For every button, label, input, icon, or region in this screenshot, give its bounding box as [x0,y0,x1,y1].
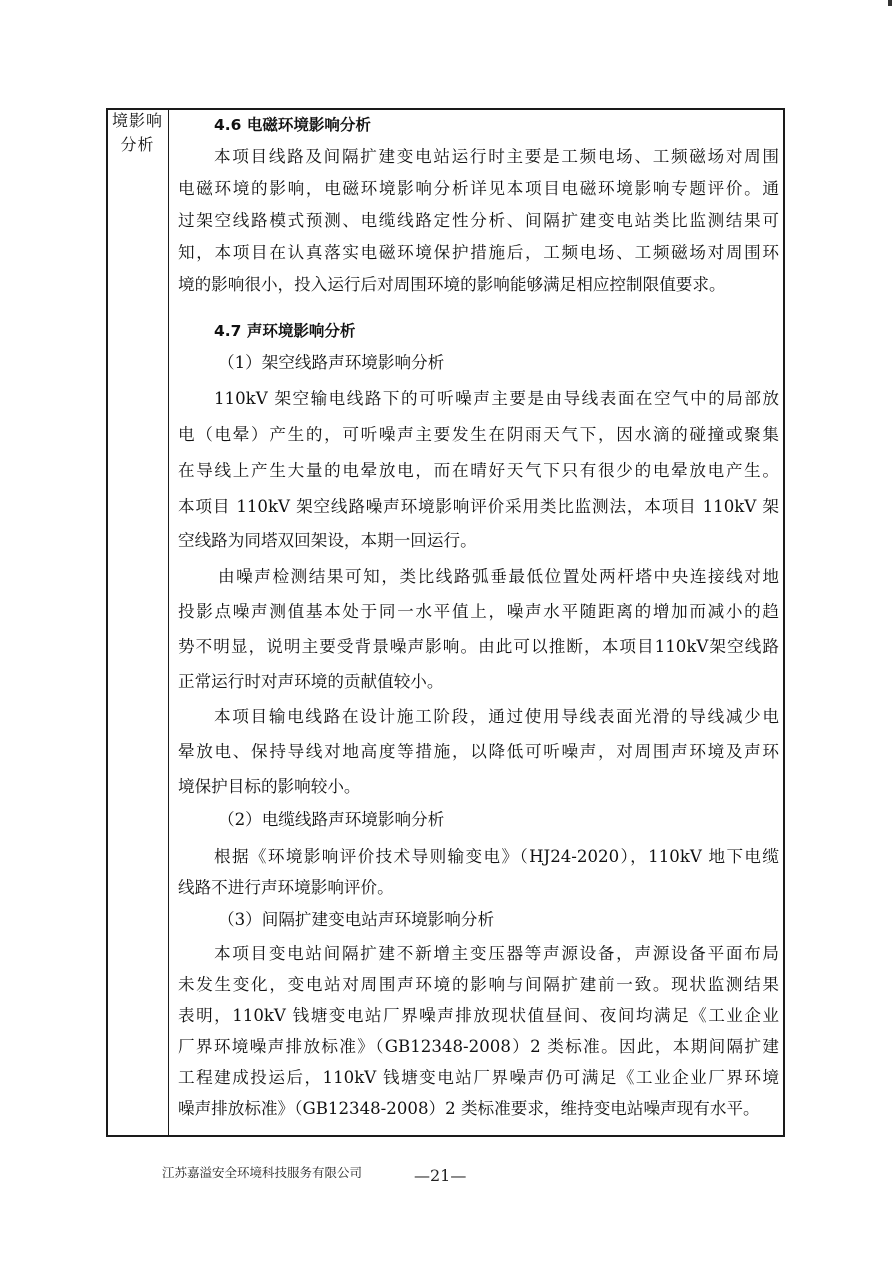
column-divider [168,108,169,1137]
paragraph-line: 境保护目标的影响较小。 [178,777,361,796]
paragraph-line: 表明，110kV 钱塘变电站厂界噪声排放现状值昼间、夜间均满足《工业企业 [178,1006,779,1025]
paragraph-line: 空线路为同塔双回架设，本期一回运行。 [178,531,477,550]
paragraph-line: 噪声排放标准》（GB12348-2008）2 类标准要求，维持变电站噪声现有水平。 [178,1099,760,1118]
paragraph-line: 未发生变化，变电站对周围声环境的影响与间隔扩建前一致。现状监测结果 [178,975,779,994]
section-heading-4-6: 4.6 电磁环境影响分析 [214,116,371,134]
paragraph-line: 正常运行时对声环境的贡献值较小。 [178,672,444,691]
paragraph-line: 在导线上产生大量的电晕放电，而在晴好天气下只有很少的电晕放电产生。 [178,461,779,480]
paragraph-line: 投影点噪声测值基本处于同一水平值上，噪声水平随距离的增加而减小的趋 [178,602,779,621]
section-heading-4-7: 4.7 声环境影响分析 [214,322,356,340]
paragraph-line: 110kV 架空输电线路下的可听噪声主要是由导线表面在空气中的局部放 [214,389,779,408]
subheading-substation: （3）间隔扩建变电站声环境影响分析 [218,910,495,929]
paragraph-line: 由噪声检测结果可知，类比线路弧垂最低位置处两杆塔中央连接线对地 [218,567,779,586]
paragraph-line: 势不明显，说明主要受背景噪声影响。由此可以推断，本项目110kV架空线路 [178,637,779,656]
row-header-line-1: 境影响 [111,111,163,130]
row-header-cell [108,109,167,157]
subheading-overhead-line: （1）架空线路声环境影响分析 [218,353,445,372]
paragraph-line: 过架空线路模式预测、电缆线路定性分析、间隔扩建变电站类比监测结果可 [178,211,779,230]
paragraph-line: 本项目输电线路在设计施工阶段，通过使用导线表面光滑的导线减少电 [214,707,779,726]
paragraph-line: 电（电晕）产生的，可听噪声主要发生在阴雨天气下，因水滴的碰撞或聚集 [178,425,779,444]
scan-edge-mark [888,0,892,6]
paragraph-line: 根据《环境影响评价技术导则输变电》（HJ24-2020），110kV 地下电缆 [214,847,779,866]
paragraph-line: 本项目 110kV 架空线路噪声环境影响评价采用类比监测法，本项目 110kV 架 [178,497,779,516]
paragraph-line: 本项目线路及间隔扩建变电站运行时主要是工频电场、工频磁场对周围 [214,147,779,166]
paragraph-line: 晕放电、保持导线对地高度等措施，以降低可听噪声，对周围声环境及声环 [178,742,779,761]
paragraph-line: 本项目变电站间隔扩建不新增主变压器等声源设备，声源设备平面布局 [214,944,779,963]
paragraph-line: 厂界环境噪声排放标准》（GB12348-2008）2 类标准。因此，本期间隔扩建 [178,1037,779,1056]
subheading-cable-line: （2）电缆线路声环境影响分析 [218,810,445,829]
paragraph-line: 工程建成投运后，110kV 钱塘变电站厂界噪声仍可满足《工业企业厂界环境 [178,1068,779,1087]
footer-company-name: 江苏嘉溢安全环境科技服务有限公司 [162,1165,363,1180]
row-header-line-2: 分析 [120,135,155,154]
page-number: —21— [414,1166,467,1185]
paragraph-line: 知，本项目在认真落实电磁环境保护措施后，工频电场、工频磁场对周围环 [178,243,779,262]
paragraph-line: 线路不进行声环境影响评价。 [178,878,394,897]
paragraph-line: 电磁环境的影响，电磁环境影响分析详见本项目电磁环境影响专题评价。通 [178,179,779,198]
paragraph-line: 境的影响很小，投入运行后对周围环境的影响能够满足相应控制限值要求。 [178,275,726,294]
